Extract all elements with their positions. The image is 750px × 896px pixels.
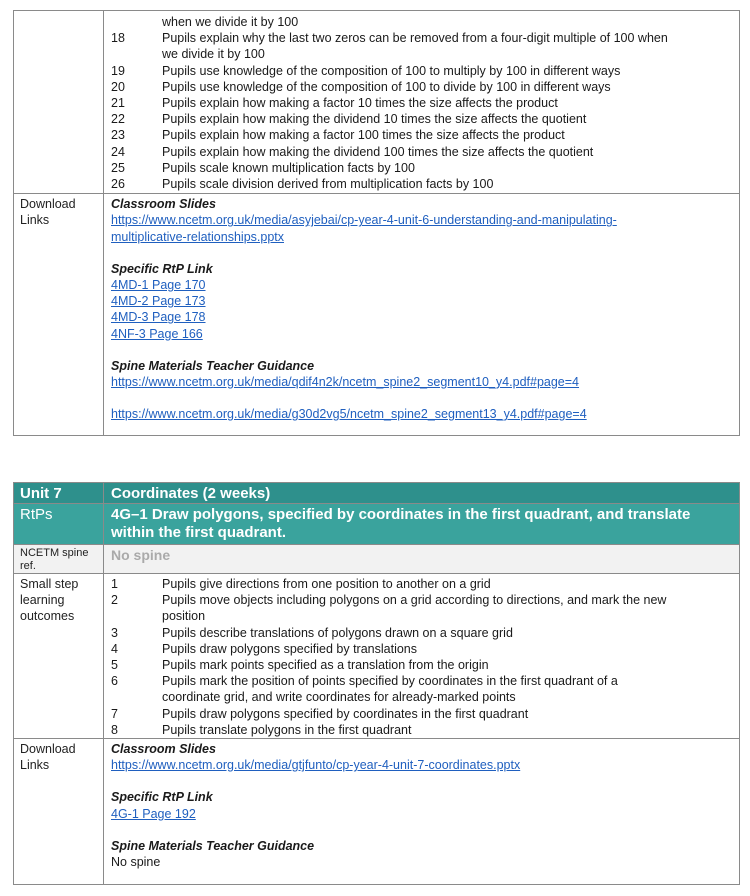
download-links-label: Download Links bbox=[14, 194, 104, 436]
rtp-link-4md-2[interactable]: 4MD-2 Page 173 bbox=[111, 294, 206, 309]
outcomes-list-unit7 bbox=[104, 574, 740, 739]
outcome-item bbox=[111, 641, 733, 657]
outcome-item bbox=[111, 722, 733, 738]
outcome-item bbox=[111, 30, 733, 46]
outcome-text: Pupils draw polygons specified by translations bbox=[162, 641, 417, 656]
outcome-item bbox=[111, 127, 733, 143]
ncetm-value: No spine bbox=[104, 545, 740, 574]
ncetm-label: NCETM spine ref. bbox=[14, 545, 104, 574]
download-links-label-unit7: Download Links bbox=[14, 739, 104, 885]
outcome-number: 25 bbox=[111, 160, 125, 175]
outcome-text: Pupils explain how making a factor 100 times the size affects the product bbox=[162, 128, 565, 143]
outcome-number: 26 bbox=[111, 177, 125, 192]
outcome-number: 23 bbox=[111, 128, 125, 143]
outcome-number: 22 bbox=[111, 112, 125, 127]
rtps-text: 4G–1 Draw polygons, specified by coordinates in the first quadrant, and translate within the first quadrant. bbox=[104, 504, 740, 545]
outcome-item bbox=[111, 576, 733, 592]
rtps-row bbox=[14, 504, 740, 545]
outcome-text: Pupils use knowledge of the composition of 100 to multiply by 100 in different ways bbox=[162, 63, 621, 78]
outcome-item bbox=[111, 144, 733, 160]
classroom-slides-heading-unit7: Classroom Slides bbox=[111, 742, 216, 757]
classroom-slides-link-cont[interactable]: multiplicative-relationships.pptx bbox=[111, 229, 284, 244]
outcome-item bbox=[111, 95, 733, 111]
outcome-number: 4 bbox=[111, 641, 118, 656]
outcome-item bbox=[111, 160, 733, 176]
outcome-number: 7 bbox=[111, 706, 118, 721]
outcome-number: 20 bbox=[111, 79, 125, 94]
outcome-item bbox=[111, 79, 733, 95]
outcome-text: Pupils translate polygons in the first quadrant bbox=[162, 722, 412, 737]
rtps-label: RtPs bbox=[14, 504, 104, 545]
outcome-item bbox=[111, 706, 733, 722]
unit-6-table-continued bbox=[13, 10, 740, 436]
outcome-number: 3 bbox=[111, 625, 118, 640]
outcome-text: Pupils scale known multiplication facts by 100 bbox=[162, 160, 415, 175]
outcome-text-cont: we divide it by 100 bbox=[162, 47, 265, 62]
outcome-number: 8 bbox=[111, 722, 118, 737]
outcomes-list bbox=[104, 11, 740, 194]
download-links-cell bbox=[104, 194, 740, 436]
outcome-text: Pupils move objects including polygons on a grid according to directions, and mark the new bbox=[162, 593, 667, 608]
outcome-text-cont: coordinate grid, and write coordinates for already-marked points bbox=[162, 690, 516, 705]
rtp-link-4md-1[interactable]: 4MD-1 Page 170 bbox=[111, 278, 206, 293]
outcome-number: 2 bbox=[111, 593, 118, 608]
rtp-link-4g-1[interactable]: 4G-1 Page 192 bbox=[111, 806, 196, 821]
outcome-continuation: when we divide it by 100 bbox=[162, 15, 299, 29]
rtp-link-4md-3[interactable]: 4MD-3 Page 178 bbox=[111, 310, 206, 325]
unit-7-table bbox=[13, 482, 740, 885]
outcome-text: Pupils explain why the last two zeros can be removed from a four-digit multiple of 100 when bbox=[162, 31, 668, 46]
download-links-row-unit7 bbox=[14, 739, 740, 885]
ncetm-row bbox=[14, 545, 740, 574]
outcome-text: Pupils mark points specified as a translation from the origin bbox=[162, 658, 489, 673]
outcome-item bbox=[111, 673, 733, 689]
outcome-text-cont: position bbox=[162, 609, 206, 624]
outcome-item bbox=[111, 111, 733, 127]
spine-heading: Spine Materials Teacher Guidance bbox=[111, 358, 315, 373]
outcome-text: Pupils mark the position of points specified by coordinates in the first quadrant of a bbox=[162, 674, 618, 689]
classroom-slides-heading: Classroom Slides bbox=[111, 197, 216, 212]
outcome-text: Pupils explain how making the dividend 10 times the size affects the quotient bbox=[162, 112, 587, 127]
outcome-number: 5 bbox=[111, 658, 118, 673]
outcome-item bbox=[111, 625, 733, 641]
outcome-text: Pupils use knowledge of the composition of 100 to divide by 100 in different ways bbox=[162, 79, 611, 94]
outcome-item bbox=[111, 176, 733, 192]
spine-link-segment10[interactable]: https://www.ncetm.org.uk/media/qdif4n2k/ncetm_spine2_segment10_y4.pdf#page=4 bbox=[111, 375, 579, 390]
rtp-heading: Specific RtP Link bbox=[111, 261, 213, 276]
outcomes-row bbox=[14, 11, 740, 194]
spine-value-unit7: No spine bbox=[111, 855, 161, 870]
outcome-text: Pupils describe translations of polygons drawn on a square grid bbox=[162, 625, 513, 640]
outcome-text: Pupils scale division derived from multiplication facts by 100 bbox=[162, 177, 494, 192]
outcomes-row-unit7 bbox=[14, 574, 740, 739]
outcome-text: Pupils draw polygons specified by coordinates in the first quadrant bbox=[162, 706, 529, 721]
rtp-link-4nf-3[interactable]: 4NF-3 Page 166 bbox=[111, 326, 203, 341]
outcomes-label-cell bbox=[14, 11, 104, 194]
spine-link-segment13[interactable]: https://www.ncetm.org.uk/media/g30d2vg5/ncetm_spine2_segment13_y4.pdf#page=4 bbox=[111, 407, 587, 422]
download-links-row bbox=[14, 194, 740, 436]
unit-label: Unit 7 bbox=[14, 483, 104, 504]
spine-heading-unit7: Spine Materials Teacher Guidance bbox=[111, 838, 315, 853]
outcomes-label: Small step learning outcomes bbox=[14, 574, 104, 739]
unit-header-row bbox=[14, 483, 740, 504]
outcome-text: Pupils explain how making the dividend 100 times the size affects the quotient bbox=[162, 144, 594, 159]
classroom-slides-link[interactable]: https://www.ncetm.org.uk/media/asyjebai/cp-year-4-unit-6-understanding-and-manipulating- bbox=[111, 213, 617, 228]
outcome-number: 18 bbox=[111, 31, 125, 46]
outcome-number: 19 bbox=[111, 63, 125, 78]
classroom-slides-link-unit7[interactable]: https://www.ncetm.org.uk/media/gtjfunto/cp-year-4-unit-7-coordinates.pptx bbox=[111, 758, 521, 773]
outcome-number: 6 bbox=[111, 674, 118, 689]
outcome-number: 24 bbox=[111, 144, 125, 159]
outcome-text: Pupils explain how making a factor 10 times the size affects the product bbox=[162, 96, 558, 111]
unit-title: Coordinates (2 weeks) bbox=[104, 483, 740, 504]
outcome-item bbox=[111, 657, 733, 673]
download-links-cell-unit7 bbox=[104, 739, 740, 885]
outcome-text: Pupils give directions from one position to another on a grid bbox=[162, 577, 491, 591]
outcome-number: 21 bbox=[111, 96, 125, 111]
outcome-item bbox=[111, 592, 733, 608]
outcome-item bbox=[111, 63, 733, 79]
outcome-number: 1 bbox=[111, 577, 118, 591]
rtp-heading-unit7: Specific RtP Link bbox=[111, 790, 213, 805]
